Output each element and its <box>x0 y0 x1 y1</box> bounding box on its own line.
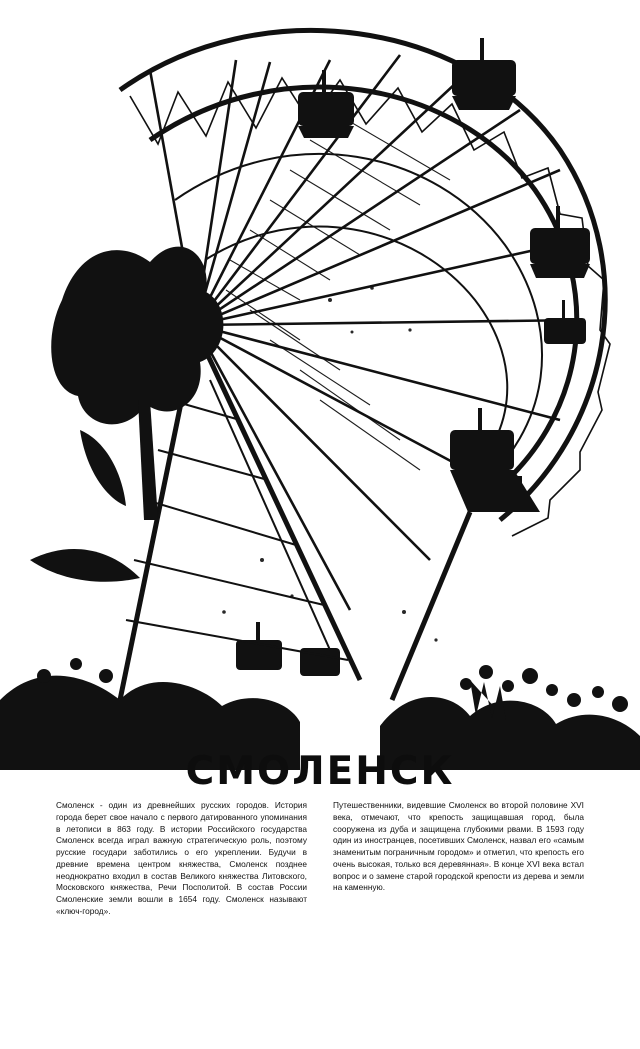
paragraph-fortress: Путешественники, видевшие Смоленск во второй половине XVI века, отмечают, что крепость защищавшая город, была сооружена из дуба и защищена глубокими рвами. В 1593 году один из иностранцев, посетивших Смоленск, назвал его «самым знаменитым пограничным городом» и отметил, что крепость его очень высокая, только вся деревянная». В конце XVI века встал вопрос и о замене старой городской крепости из дерева и земли на каменную. <box>333 800 584 893</box>
page-title: СМОЛЕНСК <box>185 749 455 794</box>
text-column-right <box>333 800 584 918</box>
text-column-left <box>56 800 307 918</box>
paragraph-history: Смоленск - один из древнейших русских городов. История города берет свое начало с первого датированного упоминания в летописи в 863 году. В истории Российского государства Смоленск всегда играл важную стратегическую роль, поэтому русские государи заботились о его укреплении. Будучи в древние времена центром княжества, Смоленск позднее неоднократно входил в состав Великого княжества Литовского, Московского княжества, Речи Посполитой. В состав России Смоленские земли вошли в 1654 году. Смоленск называют «ключ-город». <box>56 800 307 917</box>
body-text-columns <box>56 800 584 918</box>
